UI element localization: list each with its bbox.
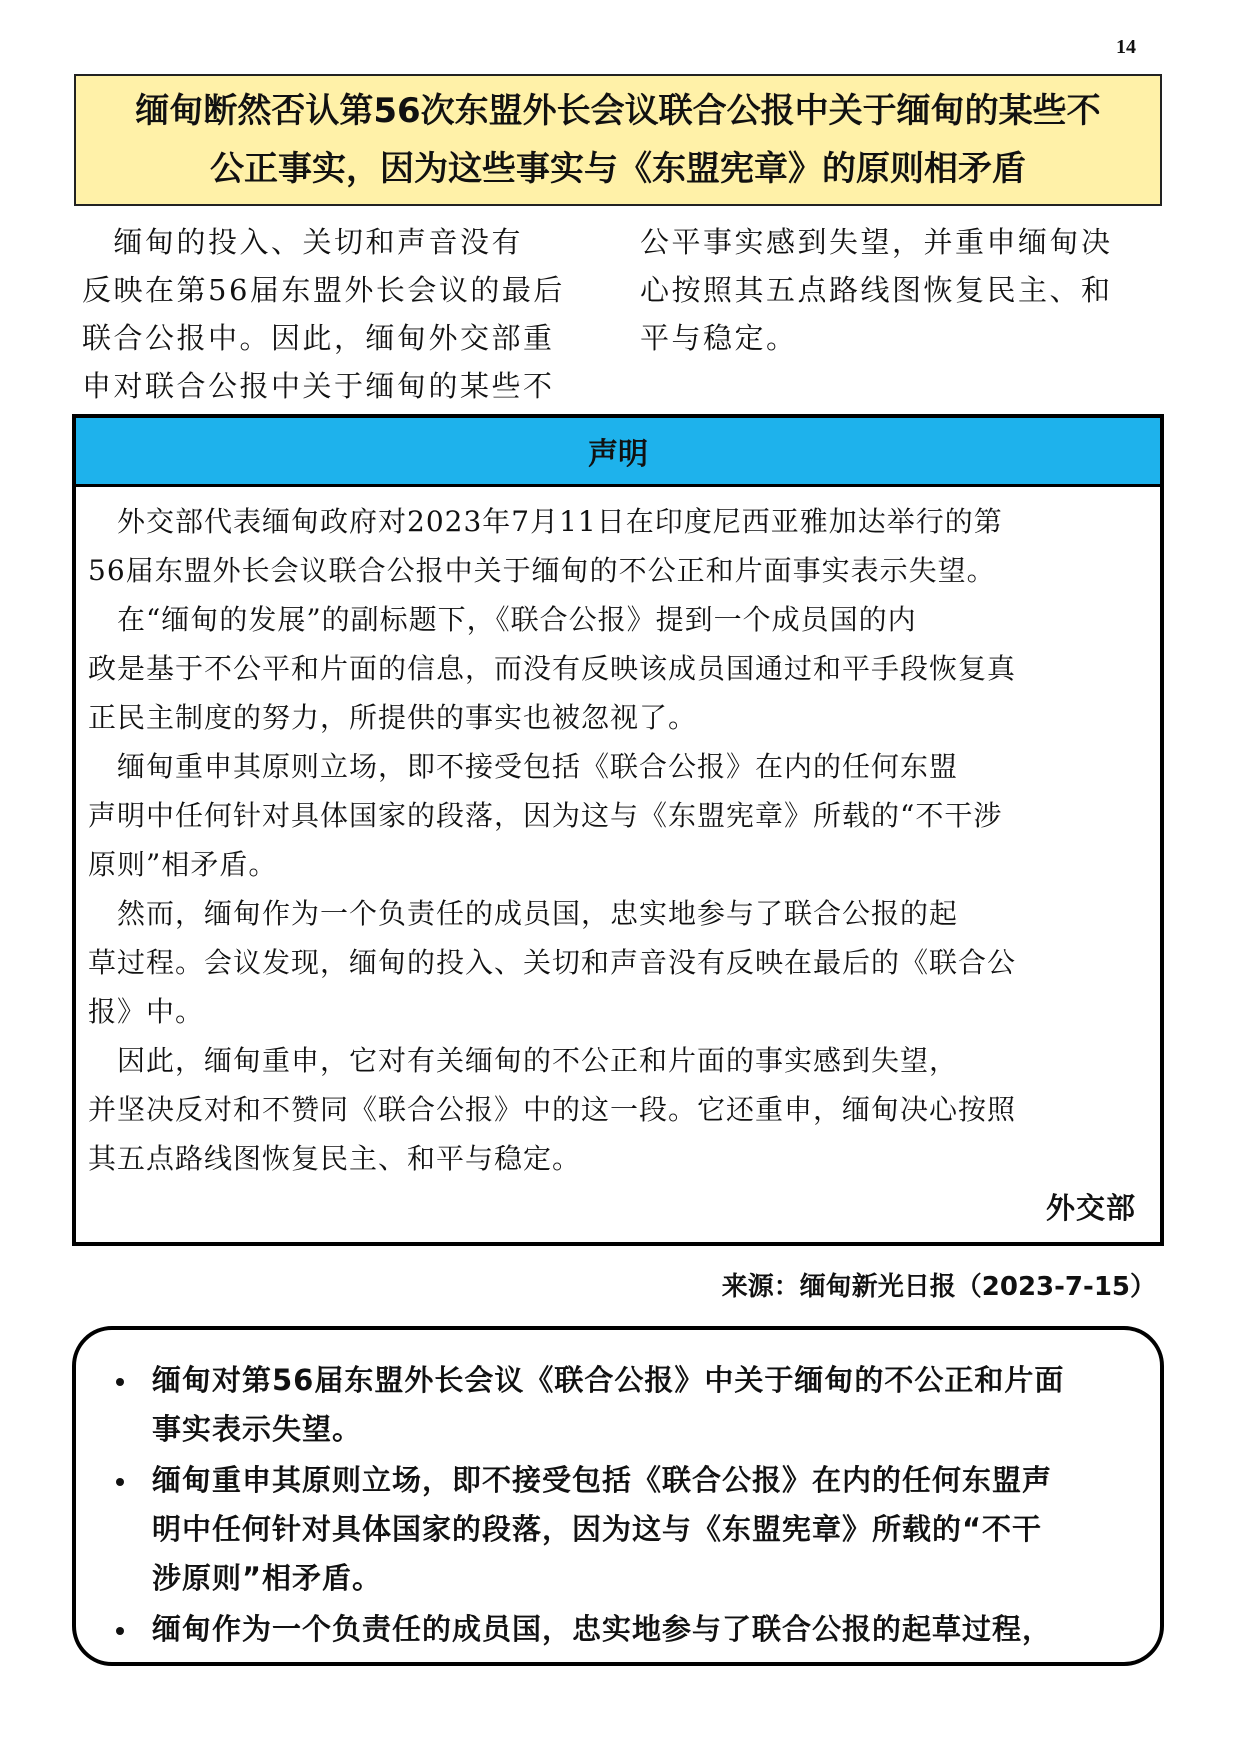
- summary-line: 事实表示失望。: [152, 1412, 363, 1446]
- bullet-dot-icon: [116, 1378, 124, 1386]
- summary-bullet-2: [116, 1456, 1140, 1603]
- summary-bullet-text: [152, 1456, 1052, 1603]
- statement-line: 草过程。会议发现，缅甸的投入、关切和声音没有反映在最后的《联合公: [88, 946, 1017, 979]
- summary-bullet-3: [116, 1605, 1140, 1654]
- intro-left-line: 申对联合公报中关于缅甸的某些不: [82, 369, 555, 403]
- statement-paragraph-5: [88, 1036, 1150, 1183]
- statement-paragraph-1: [88, 497, 1150, 595]
- intro-right-line: 公平事实感到失望，并重申缅甸决: [640, 225, 1113, 259]
- statement-line: 政是基于不公平和片面的信息，而没有反映该成员国通过和平手段恢复真: [88, 652, 1017, 685]
- statement-line: 声明中任何针对具体国家的段落，因为这与《东盟宪章》所载的“不干涉: [88, 799, 1003, 832]
- statement-paragraph-3: [88, 742, 1150, 889]
- summary-bullet-text: [152, 1605, 1052, 1654]
- intro-left-line: 反映在第56届东盟外长会议的最后: [82, 273, 565, 307]
- summary-bullet-1: [116, 1356, 1140, 1454]
- statement-box: [72, 414, 1164, 1246]
- intro-left-line: 缅甸的投入、关切和声音没有: [82, 225, 524, 259]
- headline-line-1: 缅甸断然否认第56次东盟外长会议联合公报中关于缅甸的某些不: [135, 91, 1101, 131]
- statement-line: 缅甸重申其原则立场，即不接受包括《联合公报》在内的任何东盟: [88, 750, 959, 783]
- statement-paragraph-2: [88, 595, 1150, 742]
- statement-line: 因此，缅甸重申，它对有关缅甸的不公正和片面的事实感到失望，: [88, 1044, 959, 1077]
- summary-line: 涉原则”相矛盾。: [152, 1561, 383, 1595]
- summary-line: 缅甸作为一个负责任的成员国，忠实地参与了联合公报的起草过程，: [152, 1612, 1053, 1646]
- summary-line: 明中任何针对具体国家的段落，因为这与《东盟宪章》所载的“不干: [152, 1512, 1043, 1546]
- statement-line: 在“缅甸的发展”的副标题下，《联合公报》提到一个成员国的内: [88, 603, 917, 636]
- statement-line: 然而，缅甸作为一个负责任的成员国，忠实地参与了联合公报的起: [88, 897, 959, 930]
- page-number: 14: [1116, 36, 1136, 58]
- statement-body: [76, 487, 1160, 1233]
- statement-title: 声明: [76, 418, 1160, 487]
- statement-line: 原则”相矛盾。: [88, 848, 278, 881]
- statement-line: 报》中。: [88, 995, 205, 1028]
- intro-right-line: 平与稳定。: [640, 321, 798, 355]
- bullet-dot-icon: [116, 1478, 124, 1486]
- intro-right-column: [640, 218, 1160, 362]
- summary-box: [72, 1326, 1164, 1666]
- statement-line: 56届东盟外长会议联合公报中关于缅甸的不公正和片面事实表示失望。: [88, 554, 996, 587]
- statement-line: 其五点路线图恢复民主、和平与稳定。: [88, 1142, 582, 1175]
- summary-line: 缅甸对第56届东盟外长会议《联合公报》中关于缅甸的不公正和片面: [152, 1363, 1065, 1397]
- intro-right-line: 心按照其五点路线图恢复民主、和: [640, 273, 1113, 307]
- summary-bullet-text: [152, 1356, 1064, 1454]
- bullet-dot-icon: [116, 1627, 124, 1635]
- headline-box: [74, 74, 1162, 206]
- intro-left-line: 联合公报中。因此，缅甸外交部重: [82, 321, 555, 355]
- statement-line: 外交部代表缅甸政府对2023年7月11日在印度尼西亚雅加达举行的第: [88, 505, 1003, 538]
- source-citation: 来源：缅甸新光日报（2023-7-15）: [721, 1272, 1156, 1302]
- headline-line-2: 公正事实，因为这些事实与《东盟宪章》的原则相矛盾: [210, 149, 1026, 189]
- statement-signature: 外交部: [1045, 1191, 1136, 1225]
- summary-line: 缅甸重申其原则立场，即不接受包括《联合公报》在内的任何东盟声: [152, 1463, 1053, 1497]
- statement-line: 正民主制度的努力，所提供的事实也被忽视了。: [88, 701, 698, 734]
- intro-left-column: [82, 218, 602, 410]
- statement-line: 并坚决反对和不赞同《联合公报》中的这一段。它还重申，缅甸决心按照: [88, 1093, 1017, 1126]
- statement-paragraph-4: [88, 889, 1150, 1036]
